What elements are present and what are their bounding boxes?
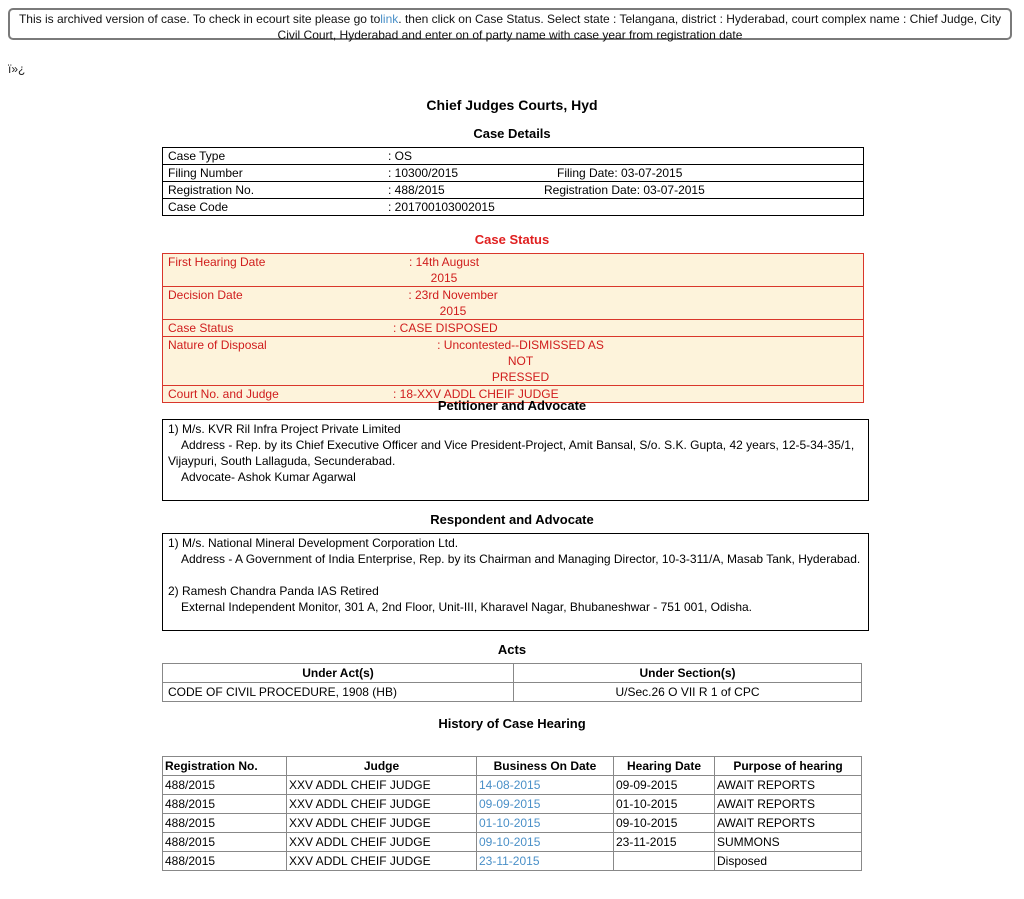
acts-table [162,663,862,702]
petitioner-box [162,419,869,501]
table-row [163,199,864,216]
case-code-label: Case Code [168,200,229,214]
col-registration-no: Registration No. [163,757,287,776]
table-row [163,683,862,702]
case-status-label: Case Status [168,321,234,335]
business-date-link[interactable]: 14-08-2015 [479,778,541,792]
petitioner-heading: Petitioner and Advocate [437,398,587,413]
table-row [163,148,864,165]
notice-text-rest: . then click on Case Status. Select state : Telangana, district : Hyderabad, court complex name : Chief Judge, City Civil Court, Hyderabad and enter on of party name with case year from registration date [277,12,1002,42]
table-header-row [163,757,862,776]
respondent-heading: Respondent and Advocate [430,512,594,527]
filing-number-label: Filing Number [168,166,243,180]
table-row [163,776,862,795]
registration-no-label: Registration No. [168,183,255,197]
decision-date-value: : 23rd November [408,288,498,302]
ecourt-link[interactable]: link [380,12,399,26]
petitioner-name: 1) M/s. KVR Ril Infra Project Private Limited [168,422,401,436]
case-type-value: : OS [388,149,413,163]
case-code-value: : 201700103002015 [388,200,495,214]
nature-of-disposal-value: : Uncontested--DISMISSED AS NOT [437,338,604,368]
acts-heading: Acts [497,642,527,657]
table-row [163,852,862,871]
business-date-link[interactable]: 09-09-2015 [479,797,541,811]
judge: XXV ADDL CHEIF JUDGE [287,795,477,814]
purpose: AWAIT REPORTS [715,776,862,795]
purpose: AWAIT REPORTS [715,795,862,814]
court-judge-value: : 18-XXV ADDL CHEIF JUDGE [393,387,559,401]
table-header-row [163,664,862,683]
history-heading: History of Case Hearing [438,716,586,731]
encoding-artifact: ï»¿ [8,62,26,76]
court-judge-label: Court No. and Judge [168,387,279,401]
hearing-date: 09-09-2015 [614,776,715,795]
col-under-act: Under Act(s) [163,664,514,683]
hearing-date [614,852,715,871]
table-row [163,182,864,199]
history-table [162,756,862,871]
decision-date-label: Decision Date [168,288,243,302]
case-status-heading: Case Status [474,232,550,247]
judge: XXV ADDL CHEIF JUDGE [287,852,477,871]
table-row: First Hearing Date : 14th August 2015 [163,254,864,287]
judge: XXV ADDL CHEIF JUDGE [287,776,477,795]
reg-no: 488/2015 [163,833,287,852]
filing-number-value: : 10300/2015 [388,166,459,180]
hearing-date: 23-11-2015 [614,833,715,852]
col-business-on-date: Business On Date [477,757,614,776]
reg-no: 488/2015 [163,776,287,795]
purpose: AWAIT REPORTS [715,814,862,833]
business-date-link[interactable]: 23-11-2015 [479,854,540,868]
respondent-box [162,533,869,631]
respondent-1-name: 1) M/s. National Mineral Development Corporation Ltd. [168,536,459,550]
first-hearing-label: First Hearing Date [168,255,266,269]
col-hearing-date: Hearing Date [614,757,715,776]
court-title: Chief Judges Courts, Hyd [426,97,598,113]
registration-no-value: : 488/2015 [388,183,445,197]
petitioner-advocate: Advocate- Ashok Kumar Agarwal [181,470,356,484]
judge: XXV ADDL CHEIF JUDGE [287,814,477,833]
table-row [163,320,864,337]
petitioner-address: Address - Rep. by its Chief Executive Officer and Vice President-Project, Amit Bansal, S/o. S.K. Gupta, 42 years, 12-5-34-35/1, [181,438,855,452]
first-hearing-value: : 14th August [408,255,480,269]
section-value: U/Sec.26 O VII R 1 of CPC [514,683,862,702]
respondent-1-address: Address - A Government of India Enterprise, Rep. by its Chairman and Managing Director, 10-3-311/A, Masab Tank, Hyderabad. [181,552,861,566]
case-status-table [162,253,864,403]
case-details-table [162,147,864,216]
purpose: Disposed [715,852,862,871]
notice-text: This is archived version of case. To check in ecourt site please go to [18,12,381,26]
purpose: SUMMONS [715,833,862,852]
col-judge: Judge [287,757,477,776]
filing-date: Filing Date: 03-07-2015 [557,166,683,180]
col-purpose: Purpose of hearing [715,757,862,776]
business-date-link[interactable]: 01-10-2015 [479,816,541,830]
table-row [163,814,862,833]
nature-of-disposal-label: Nature of Disposal [168,338,267,352]
petitioner-address-cont: Vijaypuri, South Lallaguda, Secunderabad. [168,454,396,468]
table-row [163,833,862,852]
table-row: Decision Date : 23rd November 2015 [163,287,864,320]
reg-no: 488/2015 [163,852,287,871]
act-value: CODE OF CIVIL PROCEDURE, 1908 (HB) [163,683,514,702]
col-under-section: Under Section(s) [514,664,862,683]
case-details-heading: Case Details [473,126,551,141]
registration-date: Registration Date: 03-07-2015 [544,183,705,197]
table-row [163,795,862,814]
respondent-2-address: External Independent Monitor, 301 A, 2nd Floor, Unit-III, Kharavel Nagar, Bhubaneshwar - 751 001, Odisha. [181,600,753,614]
judge: XXV ADDL CHEIF JUDGE [287,833,477,852]
table-row [163,165,864,182]
reg-no: 488/2015 [163,795,287,814]
table-row: Nature of Disposal : Uncontested--DISMISSED AS NOT PRESSED [163,337,864,386]
reg-no: 488/2015 [163,814,287,833]
business-date-link[interactable]: 09-10-2015 [479,835,541,849]
hearing-date: 09-10-2015 [614,814,715,833]
case-status-value: : CASE DISPOSED [393,321,498,335]
archive-notice [8,8,1012,40]
respondent-2-name: 2) Ramesh Chandra Panda IAS Retired [168,584,379,598]
hearing-date: 01-10-2015 [614,795,715,814]
case-type-label: Case Type [168,149,226,163]
